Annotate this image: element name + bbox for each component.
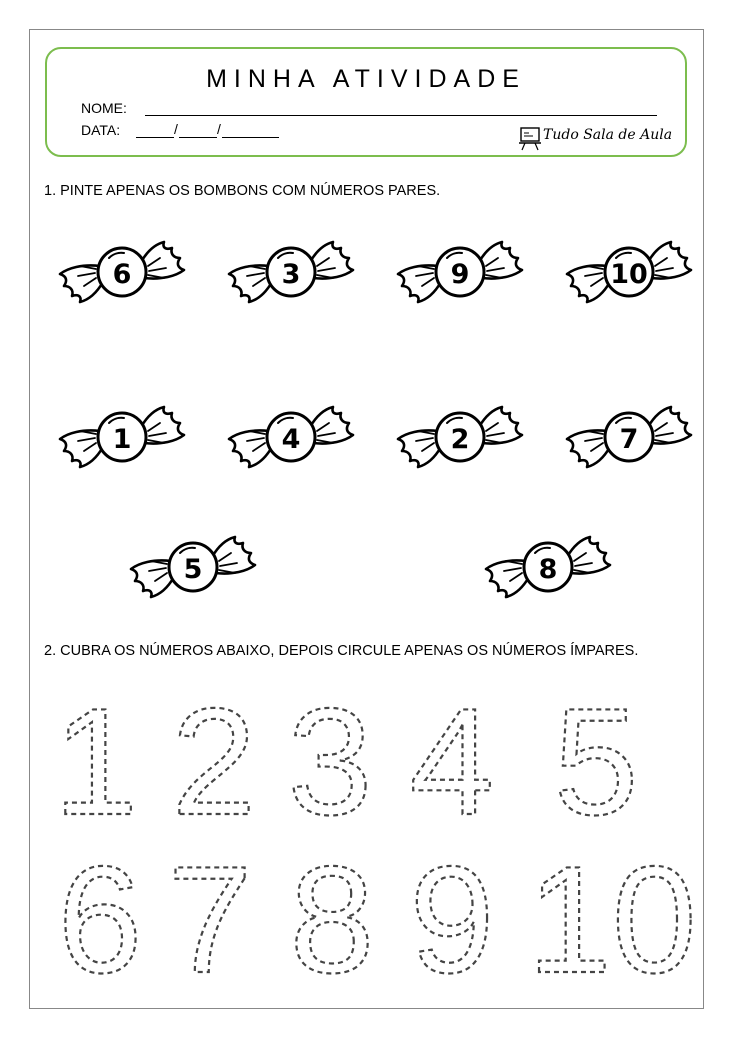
candy-number: 2 (450, 424, 470, 455)
candy-number: 9 (450, 259, 470, 290)
trace-number[interactable]: 7 (167, 835, 253, 1005)
question-1-text: 1. PINTE APENAS OS BOMBONS COM NÚMEROS PARES. (44, 183, 441, 199)
trace-number[interactable]: 10 (527, 835, 697, 1005)
candy-number: 10 (610, 259, 648, 290)
date-label: DATA: (81, 122, 121, 138)
trace-number[interactable]: 4 (409, 677, 495, 847)
candy-number: 8 (538, 554, 558, 585)
trace-number[interactable]: 1 (53, 677, 139, 847)
candy-number: 6 (112, 259, 132, 290)
candy-number: 7 (619, 424, 639, 455)
trace-number[interactable]: 5 (553, 677, 639, 847)
candy-number: 4 (281, 424, 301, 455)
date-separator: / (217, 121, 221, 137)
date-separator: / (174, 121, 178, 137)
trace-number[interactable]: 3 (287, 677, 373, 847)
candy-number: 5 (183, 554, 203, 585)
trace-number[interactable]: 6 (57, 835, 143, 1005)
trace-number[interactable]: 2 (171, 677, 257, 847)
page-title: MINHA ATIVIDADE (206, 65, 526, 93)
trace-number[interactable]: 9 (409, 835, 495, 1005)
candy-number: 1 (112, 424, 132, 455)
candy-number: 3 (281, 259, 301, 290)
trace-number[interactable]: 8 (289, 835, 375, 1005)
question-2-text: 2. CUBRA OS NÚMEROS ABAIXO, DEPOIS CIRCULE APENAS OS NÚMEROS ÍMPARES. (44, 643, 639, 659)
brand-name: Tudo Sala de Aula (543, 127, 673, 143)
name-label: NOME: (81, 100, 127, 116)
